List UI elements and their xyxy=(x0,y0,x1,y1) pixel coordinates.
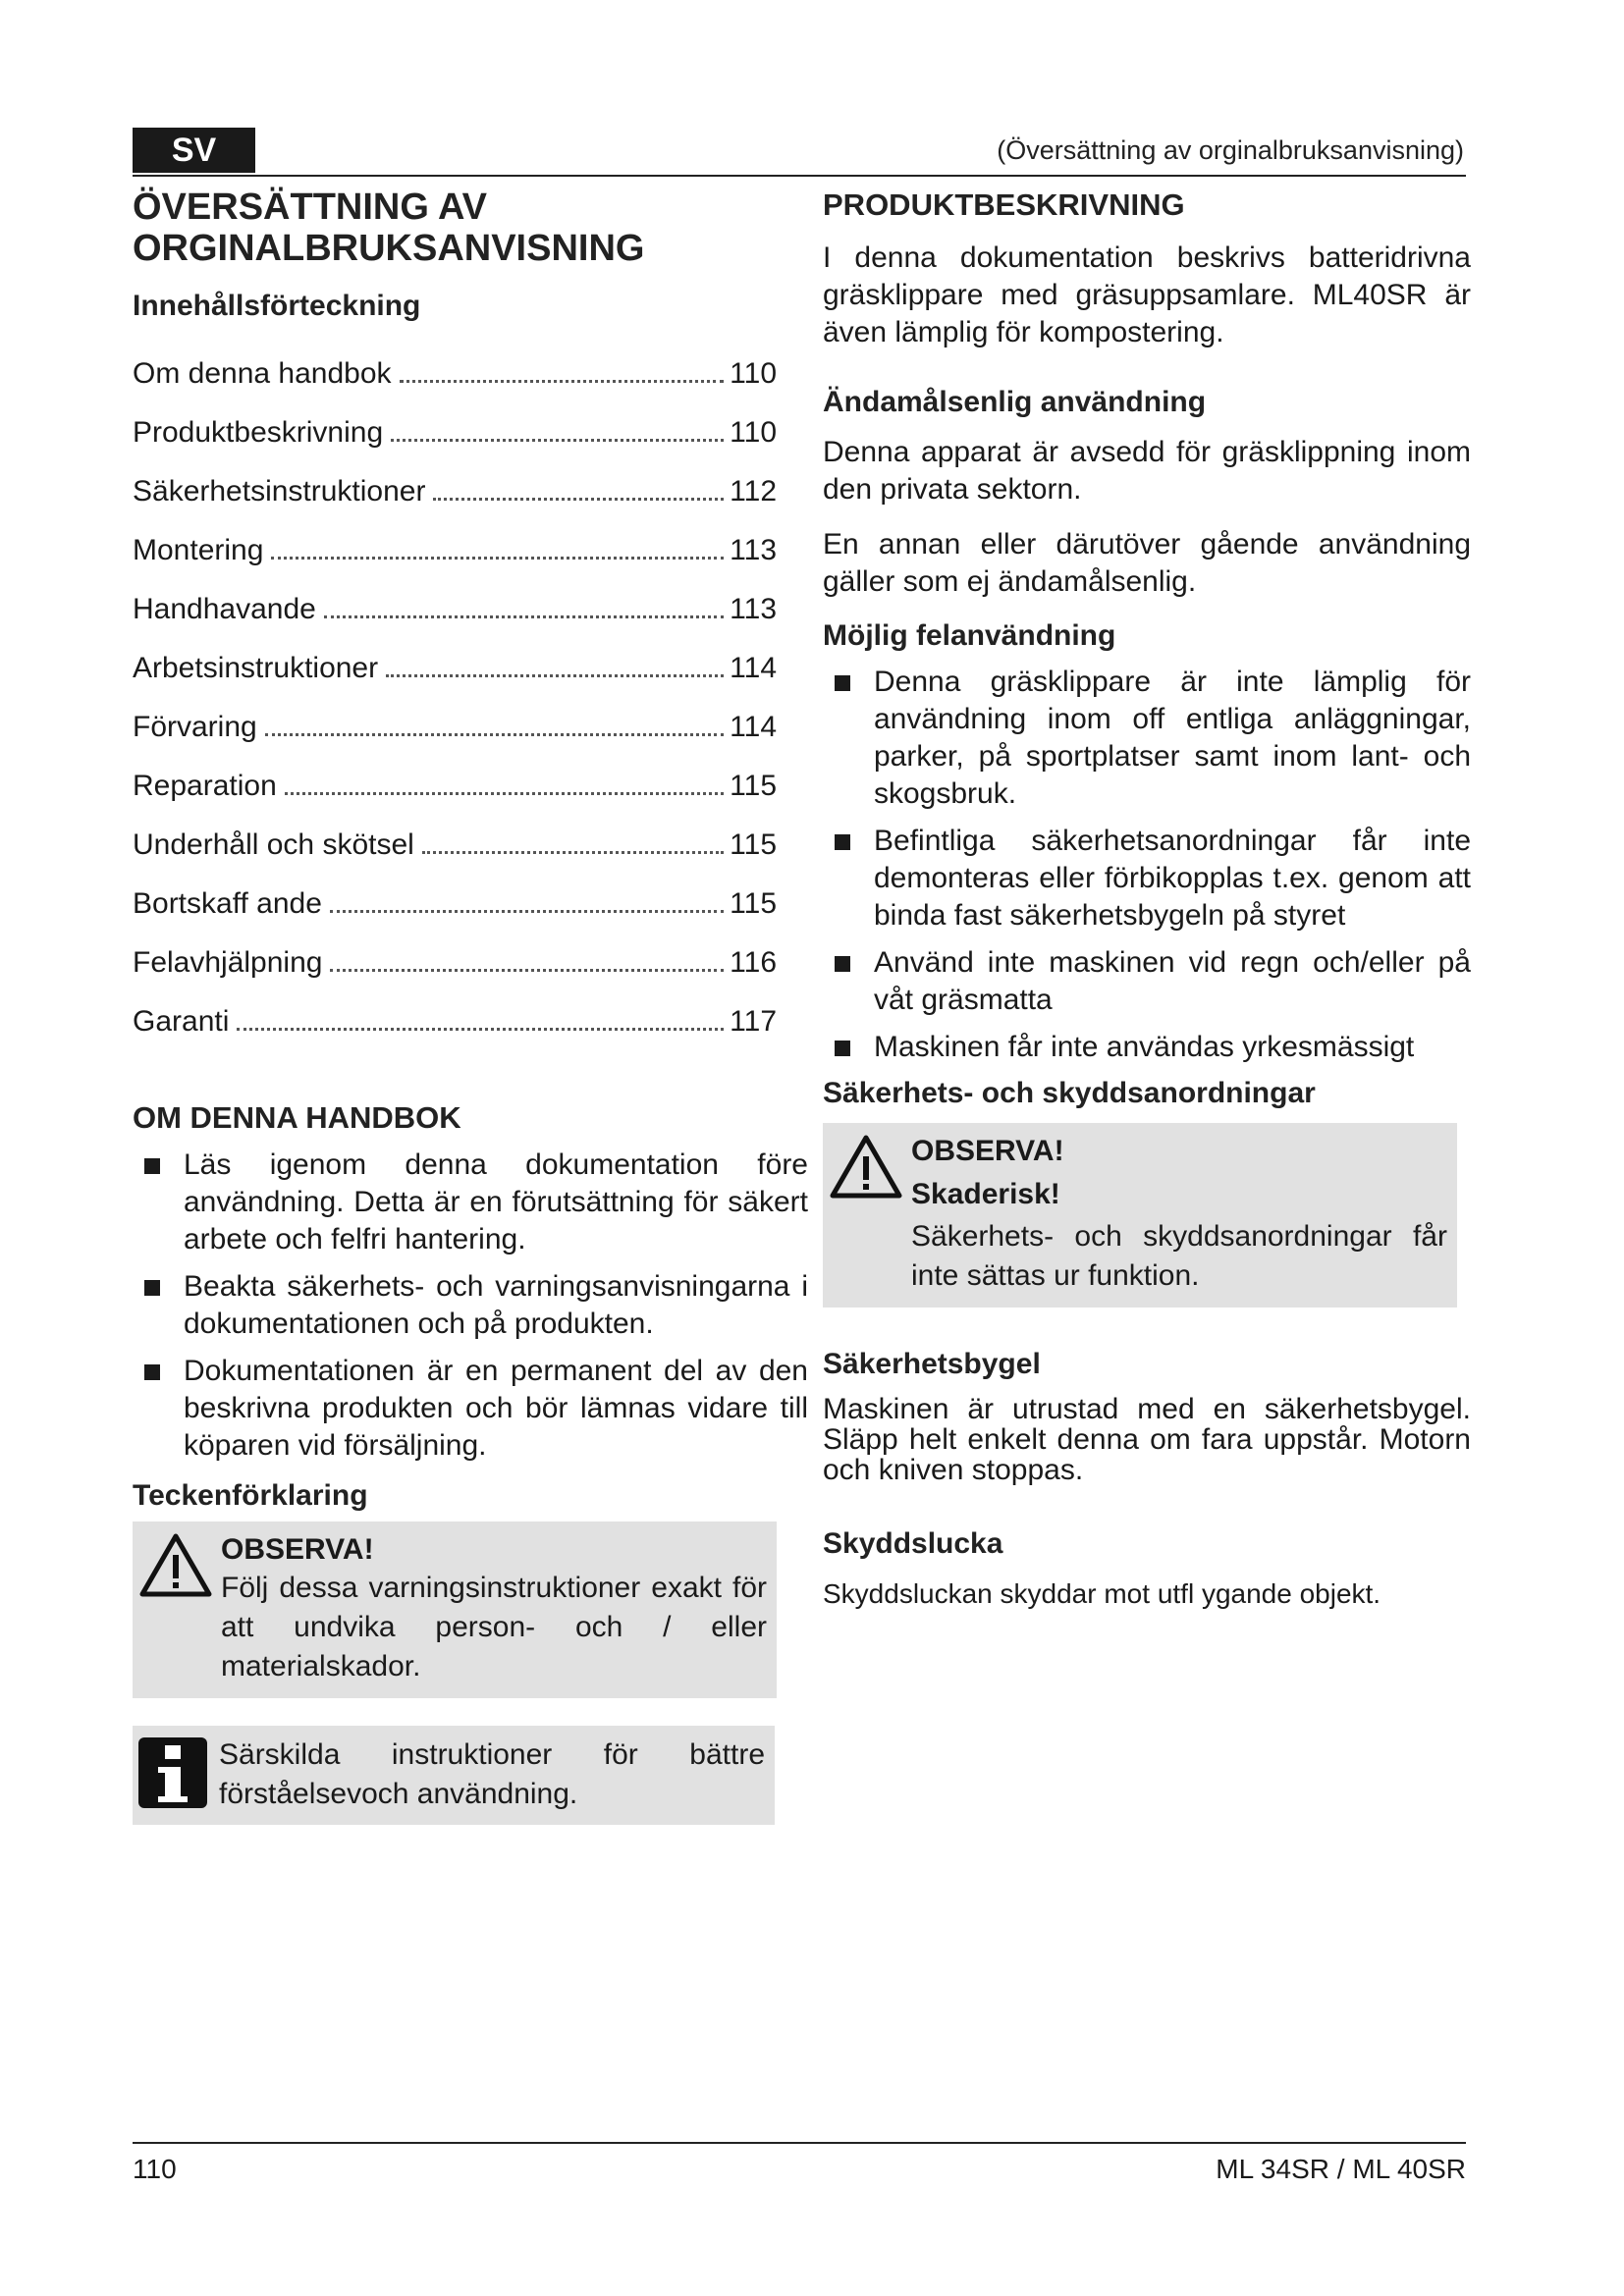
about-bullets xyxy=(133,1147,808,1465)
about-title: OM DENNA HANDBOK xyxy=(133,1100,461,1135)
bullet-text: Denna gräsklippare är inte lämplig för användning inom off entliga anläggningar, parker, på sportplatser samt inom lant- och skogsbruk. xyxy=(874,666,1471,810)
page-number: 110 xyxy=(133,2154,177,2184)
legend-title: Teckenförklaring xyxy=(133,1479,368,1512)
toc-entry-title: Reparation xyxy=(133,770,277,802)
toc-entry-title: Arbetsinstruktioner xyxy=(133,652,379,684)
toc-entry-page: 112 xyxy=(730,475,777,507)
toc-leader-dots xyxy=(265,733,724,736)
product-title: PRODUKTBESKRIVNING xyxy=(823,187,1185,222)
bullet-text: Läs igenom denna dokumentation före användning. Detta är en förutsättning för säkert arbete och felfri hantering. xyxy=(184,1148,808,1255)
misuse-bullet-item xyxy=(823,1029,1471,1066)
bullet-text: Befintliga säkerhetsanordningar får inte demonteras eller förbikopplas t.ex. genom att binda fast säkerhetsbygeln på styret xyxy=(874,825,1471,932)
header-caption: (Översättning av orginalbruksanvisning) xyxy=(997,135,1464,165)
toc-entry-page: 110 xyxy=(730,357,777,390)
toc-entry xyxy=(133,567,777,626)
toc-entry-page: 115 xyxy=(730,828,777,861)
page-footer xyxy=(133,2142,1466,2193)
square-bullet-icon xyxy=(835,675,850,691)
left-column xyxy=(133,187,810,1825)
safety-bail-title: Säkerhetsbygel xyxy=(823,1348,1041,1380)
safety-warning-text: Säkerhets- och skyddsanordningar får inte sättas ur funktion. xyxy=(911,1220,1447,1292)
about-bullet-item xyxy=(133,1268,808,1343)
legend-warning-box xyxy=(133,1522,777,1698)
toc-entry xyxy=(133,391,777,450)
safety-bail-text: Maskinen är utrustad med en säkerhetsbygel. Släpp helt enkelt denna om fara uppstår. Motorn och kniven stoppas. xyxy=(823,1393,1471,1486)
misuse-bullets xyxy=(823,664,1471,1066)
legend-info-text: Särskilda instruktioner för bättre förståelsevoch användning. xyxy=(219,1738,765,1810)
square-bullet-icon xyxy=(144,1158,160,1174)
toc-entry xyxy=(133,626,777,685)
toc-entry xyxy=(133,508,777,567)
toc-entry-title: Handhavande xyxy=(133,593,316,625)
main-title: ÖVERSÄTTNING AV ORGINALBRUKSANVISNING xyxy=(133,187,645,269)
guard-flap-title: Skyddslucka xyxy=(823,1527,1003,1560)
info-icon xyxy=(136,1735,209,1810)
toc-leader-dots xyxy=(386,674,724,677)
about-bullet-item xyxy=(133,1147,808,1258)
toc-entry xyxy=(133,744,777,803)
toc-leader-dots xyxy=(391,439,724,442)
toc-entry-title: Om denna handbok xyxy=(133,357,392,390)
toc-leader-dots xyxy=(271,557,724,560)
right-column xyxy=(823,187,1471,1613)
toc-entry xyxy=(133,332,777,391)
legend-info-box xyxy=(133,1726,775,1825)
square-bullet-icon xyxy=(835,956,850,972)
toc-entry-page: 116 xyxy=(730,946,777,979)
toc-entry-title: Bortskaff ande xyxy=(133,887,322,920)
toc-leader-dots xyxy=(422,851,724,854)
safety-warning-sublabel: Skaderisk! xyxy=(911,1178,1060,1210)
square-bullet-icon xyxy=(144,1280,160,1296)
warning-triangle-icon xyxy=(138,1531,213,1600)
misuse-title: Möjlig felanvändning xyxy=(823,619,1116,652)
toc-entry xyxy=(133,980,777,1039)
page-header xyxy=(133,128,1466,177)
legend-warning-text: Följ dessa varningsinstruktioner exakt för att undvika person- och / eller materialskador. xyxy=(221,1572,767,1682)
toc-entry xyxy=(133,803,777,862)
toc-entry-title: Säkerhetsinstruktioner xyxy=(133,475,426,507)
safety-warning-label: OBSERVA! xyxy=(911,1135,1064,1167)
safety-warning-box xyxy=(823,1123,1457,1308)
intended-use-text-1: Denna apparat är avsedd för gräsklippning inom den privata sektorn. xyxy=(823,436,1471,506)
legend-warning-label: OBSERVA! xyxy=(221,1533,374,1566)
toc-entry-page: 114 xyxy=(730,652,777,684)
toc-entry-title: Produktbeskrivning xyxy=(133,416,384,449)
misuse-bullet-item xyxy=(823,944,1471,1019)
bullet-text: Dokumentationen är en permanent del av den beskrivna produkten och bör lämnas vidare till köparen vid försäljning. xyxy=(184,1355,808,1462)
toc-entry xyxy=(133,685,777,744)
toc-leader-dots xyxy=(330,969,724,972)
toc-entry-title: Underhåll och skötsel xyxy=(133,828,414,861)
toc-leader-dots xyxy=(433,498,724,501)
language-badge: SV xyxy=(133,128,255,173)
square-bullet-icon xyxy=(835,1041,850,1056)
toc-entry-page: 113 xyxy=(730,534,777,566)
toc-entry xyxy=(133,862,777,921)
toc-entry-title: Felavhjälpning xyxy=(133,946,323,979)
bullet-text: Maskinen får inte användas yrkesmässigt xyxy=(874,1031,1415,1063)
toc-entry-title: Förvaring xyxy=(133,711,257,743)
toc-leader-dots xyxy=(285,792,724,795)
safety-devices-title: Säkerhets- och skyddsanordningar xyxy=(823,1077,1316,1109)
toc-entry-page: 114 xyxy=(730,711,777,743)
about-bullet-item xyxy=(133,1353,808,1465)
toc-entry-page: 113 xyxy=(730,593,777,625)
toc-leader-dots xyxy=(237,1028,724,1031)
toc-leader-dots xyxy=(324,615,724,618)
toc-entry-page: 115 xyxy=(730,887,777,920)
toc-leader-dots xyxy=(330,910,724,913)
misuse-bullet-item xyxy=(823,664,1471,813)
intended-use-title: Ändamålsenlig användning xyxy=(823,386,1207,418)
guard-flap-text: Skyddsluckan skyddar mot utfl ygande objekt. xyxy=(823,1578,1381,1609)
toc-entry-title: Montering xyxy=(133,534,264,566)
toc-leader-dots xyxy=(400,380,725,383)
square-bullet-icon xyxy=(835,834,850,850)
toc-entry xyxy=(133,921,777,980)
table-of-contents xyxy=(133,332,777,1039)
intended-use-text-2: En annan eller därutöver gående användning gäller som ej ändamålsenlig. xyxy=(823,528,1471,598)
toc-entry-page: 110 xyxy=(730,416,777,449)
model-name: ML 34SR / ML 40SR xyxy=(1216,2154,1466,2184)
toc-entry-page: 115 xyxy=(730,770,777,802)
toc-entry-page: 117 xyxy=(730,1005,777,1038)
toc-title: Innehållsförteckning xyxy=(133,290,421,322)
product-text: I denna dokumentation beskrivs batteridrivna gräsklippare med gräsuppsamlare. ML40SR är även lämplig för kompostering. xyxy=(823,241,1471,348)
square-bullet-icon xyxy=(144,1364,160,1380)
misuse-bullet-item xyxy=(823,823,1471,934)
bullet-text: Använd inte maskinen vid regn och/eller på våt gräsmatta xyxy=(874,946,1471,1016)
toc-entry-title: Garanti xyxy=(133,1005,230,1038)
toc-entry xyxy=(133,450,777,508)
warning-triangle-icon xyxy=(829,1133,903,1201)
bullet-text: Beakta säkerhets- och varningsanvisningarna i dokumentationen och på produkten. xyxy=(184,1270,808,1340)
